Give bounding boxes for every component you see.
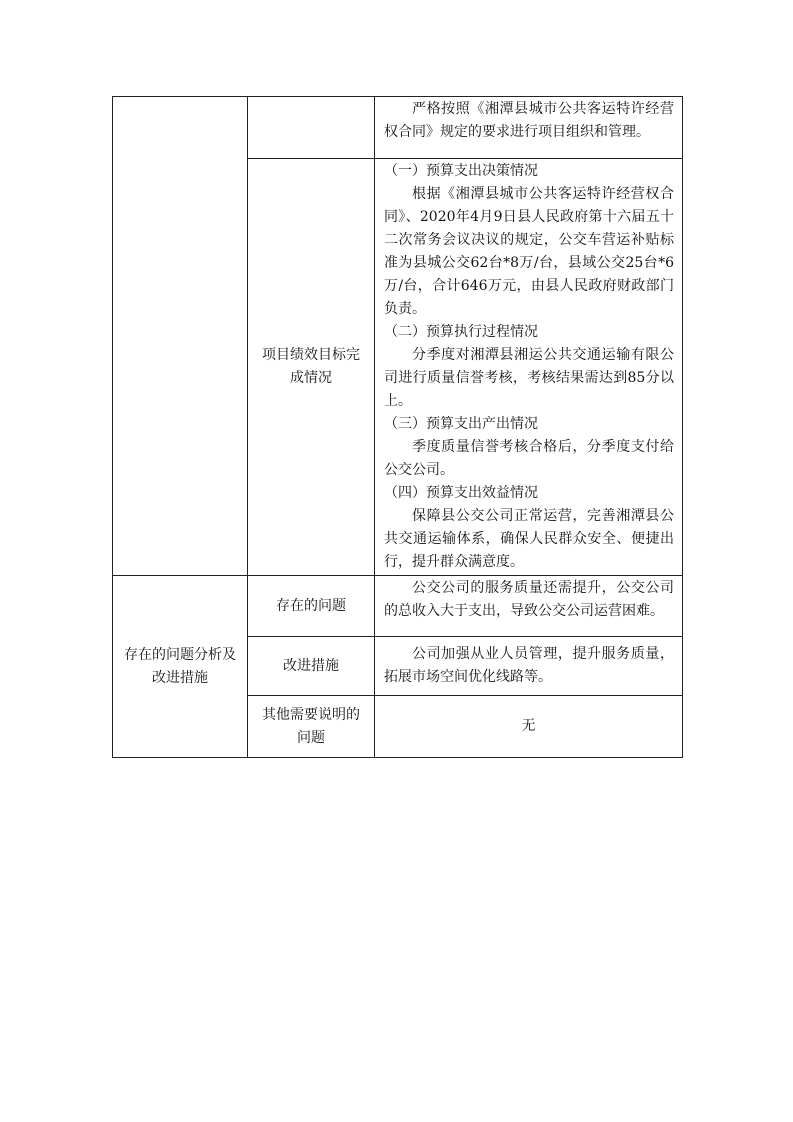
table-cell-content: [375, 637, 683, 696]
table-cell-empty: [248, 97, 375, 159]
section-heading: （一）预算支出决策情况: [384, 163, 538, 179]
table-cell-content: [375, 159, 683, 576]
section-body: 保障县公交公司正常运营，完善湘潭县公共交通运输体系，确保人民群众安全、便捷出行，提升群众满意度。: [384, 508, 674, 570]
table-row: [113, 97, 683, 159]
section-heading: （四）预算支出效益情况: [384, 485, 538, 501]
paragraph: 公交公司的服务质量还需提升，公交公司的总收入大于支出，导致公交公司运营困难。: [384, 580, 674, 619]
row-label-performance: 项目绩效目标完成情况: [248, 159, 375, 576]
table-cell-content: [375, 97, 683, 159]
table-cell-content: [375, 576, 683, 637]
section-body: 季度质量信誉考核合格后，分季度支付给公交公司。: [384, 439, 674, 478]
section-body: 根据《湘潭县城市公共客运特许经营权合同》、2020年4月9日县人民政府第十六届五十二次常务会议决议的规定，公交车营运补贴标准为县城公交62台*8万/台，县域公交25台*6万/台，合计646万元，由县人民政府财政部门负责。: [384, 186, 674, 317]
table-cell-content: 无: [375, 696, 683, 758]
paragraph: 公司加强从业人员管理，提升服务质量，拓展市场空间优化线路等。: [384, 646, 674, 685]
section-heading: （二）预算执行过程情况: [384, 324, 538, 340]
row-label-improvements: 改进措施: [248, 637, 375, 696]
row-label-other: 其他需要说明的问题: [248, 696, 375, 758]
group-label-issues: 存在的问题分析及改进措施: [113, 576, 248, 758]
row-label-problems: 存在的问题: [248, 576, 375, 637]
performance-table: [112, 96, 683, 758]
table-cell-empty: [113, 97, 248, 576]
section-body: 分季度对湘潭县湘运公共交通运输有限公司进行质量信誉考核，考核结果需达到85分以上。: [384, 347, 674, 409]
paragraph: 严格按照《湘潭县城市公共客运特许经营权合同》规定的要求进行项目组织和管理。: [384, 101, 674, 140]
table-row: [113, 576, 683, 637]
section-heading: （三）预算支出产出情况: [384, 416, 538, 432]
